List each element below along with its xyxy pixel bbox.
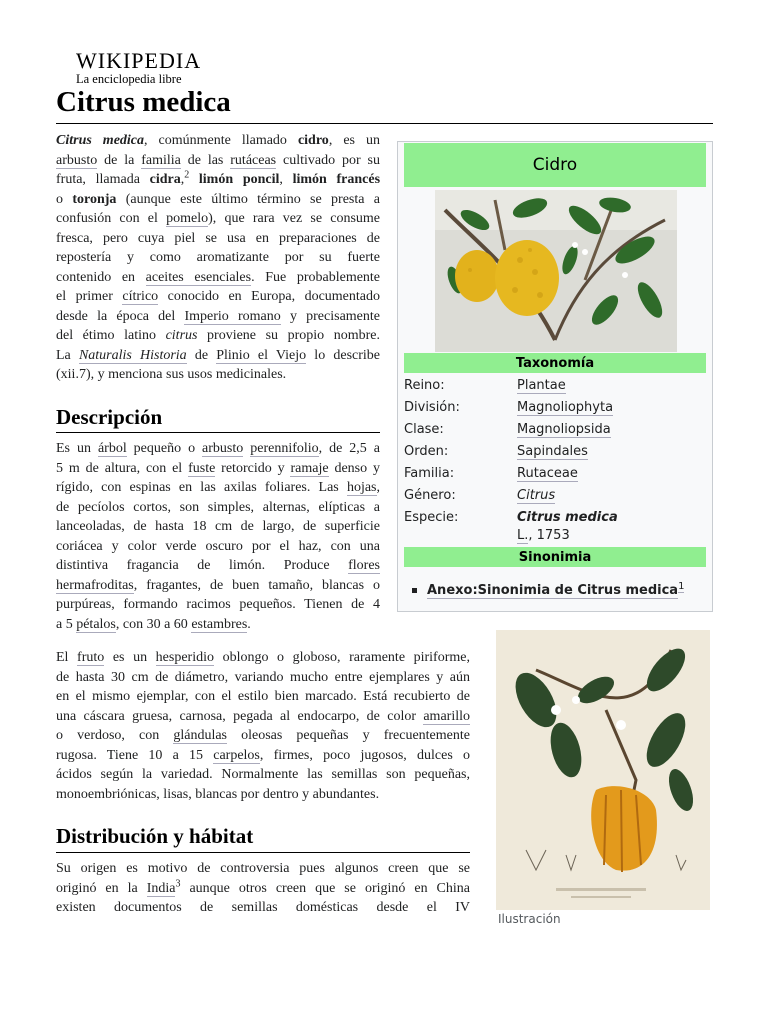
text-span: pequeño o <box>126 441 203 456</box>
text-span: , <box>279 172 293 187</box>
taxonomy-row <box>404 485 706 507</box>
text-span: de pecíolos cortos, son simples, alternas, elípticas a <box>56 499 380 515</box>
taxonomy-key: Orden: <box>404 444 449 459</box>
text-line <box>56 726 470 746</box>
citrus-photo[interactable] <box>435 190 677 352</box>
text-span: de la <box>97 152 142 168</box>
text-line <box>56 785 470 805</box>
wiki-link[interactable]: fruto <box>77 650 105 665</box>
text-span: y precisamente <box>280 308 380 324</box>
wiki-link[interactable]: perennifolio <box>250 441 319 456</box>
species-author-row <box>404 525 706 547</box>
text-span: La <box>56 347 79 363</box>
taxonomy-row <box>404 397 706 419</box>
text-line <box>56 287 380 307</box>
taxonomy-value-link[interactable]: Magnoliopsida <box>517 422 611 437</box>
taxonomy-value <box>517 485 555 507</box>
text-line <box>56 307 380 327</box>
illustration-caption: Ilustración <box>498 912 561 926</box>
text-span: el primer <box>56 289 123 304</box>
taxonomy-value-link[interactable]: Rutaceae <box>517 466 578 481</box>
text-span: monoembriónicas, lisas, blancas por dentro y abundantes. <box>56 786 380 802</box>
text-span: cidro <box>297 133 329 148</box>
text-span: fruta, llamada <box>56 172 150 187</box>
title-rule <box>56 123 713 124</box>
wiki-link[interactable]: flores <box>348 558 380 573</box>
text-line <box>56 615 380 635</box>
botanical-illustration[interactable] <box>496 630 710 910</box>
taxonomy-key: Género: <box>404 488 456 503</box>
heading-rule <box>56 432 380 433</box>
taxonomy-value <box>517 419 611 441</box>
text-span: a 5 <box>56 616 77 632</box>
wiki-link[interactable]: Plinio el Viejo <box>216 347 307 363</box>
wiki-link[interactable]: familia <box>141 152 181 168</box>
taxonomy-key: Familia: <box>404 466 455 481</box>
text-span: de hasta 30 cm de diámetro, variando mucho entre ejemplares y aún <box>56 669 470 685</box>
text-line <box>56 746 470 766</box>
text-span: del étimo latino <box>56 328 166 343</box>
page-title: Citrus medica <box>56 86 231 118</box>
text-span: . Fue probablemente <box>251 269 381 285</box>
text-span: rígido, con espinas en las axilas foliares. Las <box>56 480 347 495</box>
wiki-link[interactable]: Naturalis Historia <box>78 347 187 363</box>
text-span: existen documentos de semillas domésticas desde el IV <box>56 900 470 915</box>
text-line <box>56 478 380 498</box>
wiki-link[interactable]: arbusto <box>56 152 98 168</box>
text-span: , <box>180 172 185 187</box>
text-line <box>56 439 380 459</box>
wiki-link[interactable]: árbol <box>97 441 127 456</box>
intro-paragraph <box>56 131 380 385</box>
taxonomy-value <box>517 375 566 397</box>
text-span: una cáscara gruesa, carnosa, pegada al endocarpo, de color <box>56 708 424 724</box>
description-paragraph-1 <box>56 439 380 634</box>
text-span: retorcido y <box>215 460 291 476</box>
text-span: contenido en <box>56 269 146 285</box>
text-span: fresca, pero cuya piel se usa en preparaciones de <box>56 230 380 246</box>
wikipedia-logo[interactable] <box>76 50 201 86</box>
species-author-link[interactable]: L. <box>517 528 529 543</box>
text-span: proviene su propio nombre. <box>197 328 380 343</box>
reference-mark[interactable]: 3 <box>175 877 181 889</box>
text-line <box>56 648 470 668</box>
text-line <box>56 898 470 918</box>
text-span: limón poncil <box>198 172 280 187</box>
taxonomy-value-link[interactable]: Magnoliophyta <box>517 400 614 415</box>
text-span: limón francés <box>292 172 381 187</box>
text-span: aunque otros creen que se originó en China <box>180 880 470 896</box>
text-line <box>56 248 380 268</box>
text-span: repostería y como aromatizante por su fuerte <box>56 250 380 265</box>
heading-distribucion: Distribución y hábitat <box>56 824 254 848</box>
logo-tagline: La enciclopedia libre <box>76 72 182 86</box>
text-span: , comúnmente llamado <box>144 133 298 148</box>
text-span: o verdoso, con <box>56 728 174 743</box>
text-line <box>56 498 380 518</box>
synonymy-link[interactable]: Anexo:Sinonimia de Citrus medica <box>427 583 679 599</box>
text-line <box>56 556 380 576</box>
text-line <box>56 170 380 190</box>
wiki-link[interactable]: pétalos <box>76 616 116 632</box>
text-line <box>56 668 470 688</box>
text-line <box>56 859 470 879</box>
wiki-link[interactable]: aceites esenciales <box>145 269 252 285</box>
text-line <box>56 517 380 537</box>
text-span: citrus <box>165 328 198 343</box>
wiki-link[interactable]: pomelo <box>166 211 209 226</box>
taxonomy-value-link[interactable]: Sapindales <box>517 444 588 459</box>
text-span: es un <box>104 650 156 665</box>
text-span: en el mismo ejemplar, con el estilo bien marcado. Está recubierto de <box>56 689 470 704</box>
text-line <box>56 190 380 210</box>
taxonomy-row <box>404 375 706 397</box>
wiki-link[interactable]: hesperidio <box>155 650 214 665</box>
text-span: o <box>56 191 73 207</box>
text-line <box>56 595 380 615</box>
taxonomy-key: Reino: <box>404 378 445 393</box>
text-span: purpúreas, formando racimos pequeños. Tienen de 4 <box>56 597 380 612</box>
text-span: Es un <box>56 441 98 456</box>
taxonomy-heading: Taxonomía <box>404 353 706 373</box>
taxonomy-key: Especie: <box>404 510 459 525</box>
taxonomy-value <box>517 463 578 485</box>
synonymy-ref[interactable]: 1 <box>678 581 685 592</box>
text-line <box>56 268 380 288</box>
infobox <box>397 141 713 612</box>
wiki-link[interactable]: rutáceas <box>230 152 277 168</box>
wiki-link[interactable]: India <box>146 880 176 896</box>
text-line <box>56 326 380 346</box>
text-span: Su origen es motivo de controversia pues algunos creen que se <box>56 861 470 876</box>
text-span: originó en la <box>56 880 147 896</box>
wiki-link[interactable]: arbusto <box>202 441 244 456</box>
wiki-link[interactable]: glándulas <box>173 728 227 743</box>
taxonomy-value <box>517 441 588 463</box>
wiki-link[interactable]: carpelos <box>213 747 260 763</box>
text-line <box>56 151 380 171</box>
text-span: desde la época del <box>56 308 185 324</box>
text-span: , firmes, poco jugosos, dulces o <box>259 747 470 763</box>
reference-mark[interactable]: 2 <box>184 169 190 181</box>
taxonomy-row <box>404 463 706 485</box>
species-year: , 1753 <box>528 528 570 543</box>
text-span: , con 30 a 60 <box>115 616 192 632</box>
text-span: , es un <box>328 133 380 148</box>
taxonomy-row <box>404 441 706 463</box>
text-span: rugosa. Tiene 10 a 15 <box>56 747 214 763</box>
wiki-link[interactable]: hojas <box>346 480 377 495</box>
wiki-link[interactable]: hermafroditas <box>56 577 134 593</box>
text-span: , de 2,5 a <box>318 441 380 456</box>
wiki-link[interactable]: ramaje <box>290 460 329 476</box>
taxonomy-value-link[interactable]: Plantae <box>517 378 566 393</box>
text-span: denso y <box>328 460 381 476</box>
bullet-icon <box>412 588 417 593</box>
wiki-link[interactable]: amarillo <box>423 708 470 724</box>
text-span: toronja <box>72 191 117 207</box>
wiki-link[interactable]: fuste <box>188 460 216 476</box>
text-span: . <box>247 616 251 632</box>
text-span: (aunque este último término se presta a <box>116 191 381 207</box>
text-line <box>56 879 470 899</box>
text-span: ácidos según la variedad. Normalmente las semillas son pequeñas, <box>56 767 470 782</box>
taxonomy-key: División: <box>404 400 460 415</box>
species-name: Citrus medica <box>517 510 618 525</box>
wiki-link[interactable]: estambres <box>191 616 248 632</box>
heading-rule <box>56 852 470 853</box>
text-line <box>56 576 380 596</box>
text-span: coriácea y color verde oscuro por el haz, con una <box>56 538 380 554</box>
synonymy-heading: Sinonimia <box>404 547 706 567</box>
text-span: , <box>376 480 380 495</box>
text-line <box>56 765 470 785</box>
text-line <box>56 459 380 479</box>
text-span: cidra <box>149 172 181 187</box>
taxonomy-key: Clase: <box>404 422 444 437</box>
text-span: Citrus medica <box>56 133 145 148</box>
text-span: oblongo o globoso, raramente piriforme, <box>214 650 470 665</box>
text-span: de <box>186 347 217 363</box>
text-line <box>56 537 380 557</box>
text-span: oleosas pequeñas y frecuentemente <box>227 728 470 743</box>
taxonomy-row <box>404 419 706 441</box>
text-span: confusión con el <box>56 211 167 226</box>
text-span: lanceoladas, de hasta 18 cm de largo, de superficie <box>56 519 380 534</box>
synonymy-item <box>412 581 684 598</box>
wiki-link[interactable]: Imperio romano <box>184 308 281 324</box>
text-span: 5 m de altura, con el <box>56 460 189 476</box>
taxonomy-value-link[interactable]: Citrus <box>517 488 556 503</box>
text-line <box>56 131 380 151</box>
infobox-title: Cidro <box>404 143 706 187</box>
text-span: lo describe <box>306 347 380 363</box>
distribution-paragraph <box>56 859 470 918</box>
text-line <box>56 365 380 385</box>
text-line <box>56 346 380 366</box>
text-span <box>189 172 199 187</box>
text-span: de las <box>180 152 231 168</box>
text-span: distintiva fragancia de limón. Produce <box>56 558 349 573</box>
text-span: El <box>56 650 78 665</box>
text-line <box>56 229 380 249</box>
taxonomy-value <box>517 397 613 419</box>
text-span: ), que rara vez se consume <box>208 211 381 226</box>
wiki-link[interactable]: cítrico <box>122 289 159 304</box>
description-paragraph-2 <box>56 648 470 804</box>
text-line <box>56 707 470 727</box>
logo-wordmark: WIKIPEDIA <box>76 48 202 73</box>
text-span: conocido en Europa, documentado <box>158 289 380 304</box>
text-line <box>56 687 470 707</box>
text-span: (xii.7), y menciona sus usos medicinales. <box>56 367 287 382</box>
heading-descripcion: Descripción <box>56 405 163 429</box>
text-line <box>56 209 380 229</box>
text-span: , fragantes, de buen tamaño, blancas o <box>133 577 380 593</box>
text-span: cultivado por su <box>276 152 380 168</box>
